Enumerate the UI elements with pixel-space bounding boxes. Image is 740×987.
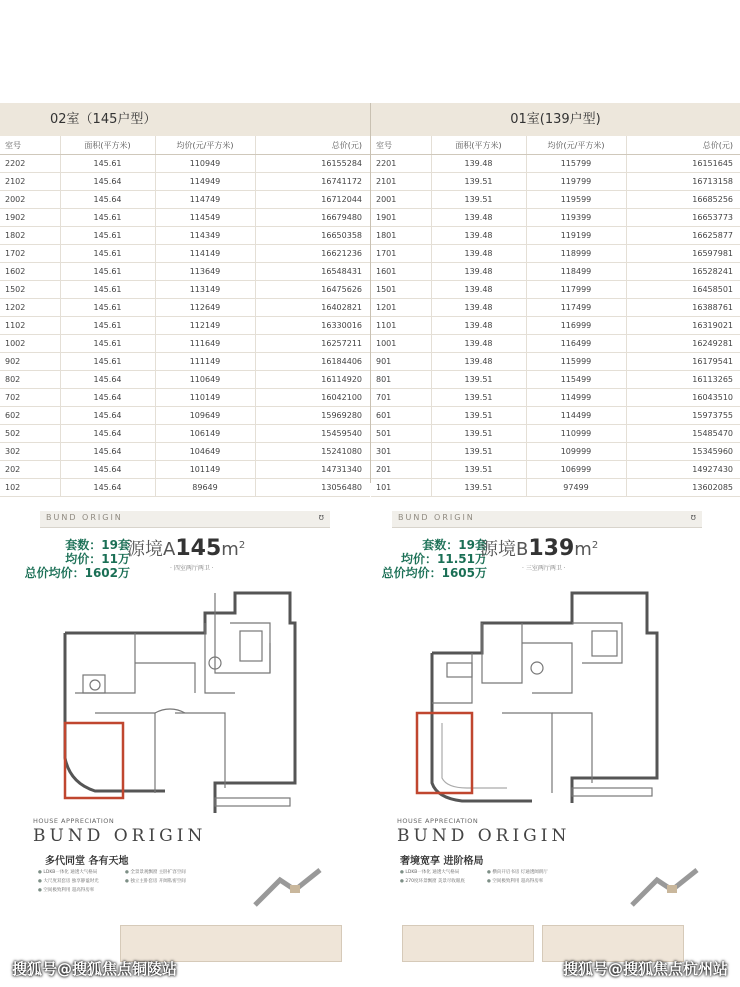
table-cell: 14731340 — [255, 461, 370, 479]
unit-area: 139 — [528, 536, 575, 561]
table-cell: 15973755 — [626, 407, 740, 425]
table-cell: 16113265 — [626, 371, 740, 389]
table-cell: 16528241 — [626, 263, 740, 281]
site-plan-thumbnail — [250, 865, 330, 915]
table-cell: 119399 — [526, 209, 626, 227]
table-cell: 145.61 — [60, 335, 155, 353]
table-cell: 502 — [0, 425, 60, 443]
table-row — [371, 155, 740, 173]
feature-item: ● LDKB一体化 通透大气格局 — [38, 869, 121, 875]
unit-name — [480, 535, 598, 561]
table-title: 01室(139户型) — [371, 103, 740, 136]
table-cell: 201 — [371, 461, 431, 479]
unit-name — [127, 535, 245, 561]
price-tables — [0, 103, 740, 492]
table-row — [0, 299, 370, 317]
table-cell: 202 — [0, 461, 60, 479]
table-row — [0, 245, 370, 263]
table-cell: 109999 — [526, 443, 626, 461]
watermark-left: 搜狐号@搜狐焦点铜陵站 — [12, 960, 178, 978]
table-cell: 1002 — [0, 335, 60, 353]
table-cell: 16741172 — [255, 173, 370, 191]
table-row — [0, 371, 370, 389]
column-header: 均价(元/平方米) — [526, 136, 626, 155]
table-cell: 104649 — [155, 443, 255, 461]
table-cell: 302 — [0, 443, 60, 461]
table-cell: 16713158 — [626, 173, 740, 191]
feature-item: ● 全景景观飘窗 主卧扩容空间 — [125, 869, 208, 875]
table-cell: 15241080 — [255, 443, 370, 461]
column-header: 面积(平方米) — [431, 136, 526, 155]
table-cell: 16179541 — [626, 353, 740, 371]
table-row — [0, 443, 370, 461]
table-cell: 110149 — [155, 389, 255, 407]
slogan: 奢境宽享 进阶格局 — [400, 856, 484, 867]
price-table — [0, 136, 370, 497]
floorplan-card-a — [0, 505, 360, 955]
table-cell: 16712044 — [255, 191, 370, 209]
table-cell: 119199 — [526, 227, 626, 245]
table-cell: 113149 — [155, 281, 255, 299]
price-table — [371, 136, 740, 497]
table-row — [371, 263, 740, 281]
table-cell: 145.64 — [60, 389, 155, 407]
column-header: 总价(元) — [255, 136, 370, 155]
table-row — [371, 461, 740, 479]
table-cell: 1202 — [0, 299, 60, 317]
table-cell: 115799 — [526, 155, 626, 173]
table-cell: 1901 — [371, 209, 431, 227]
table-cell: 139.51 — [431, 479, 526, 497]
table-cell: 16249281 — [626, 335, 740, 353]
table-cell: 1701 — [371, 245, 431, 263]
table-cell: 111649 — [155, 335, 255, 353]
stat-total-avg: 总价均价：1602万 — [24, 566, 130, 580]
table-cell: 115999 — [526, 353, 626, 371]
feature-item: ● 独立主卧套房 开阔私密空间 — [125, 878, 208, 884]
table-cell: 139.51 — [431, 443, 526, 461]
stat-avg-price: 均价：11.51万 — [401, 552, 487, 566]
stat-count: 套数：19套 — [422, 538, 487, 552]
table-cell: 1502 — [0, 281, 60, 299]
table-cell: 2001 — [371, 191, 431, 209]
table-cell: 110999 — [526, 425, 626, 443]
table-row — [0, 173, 370, 191]
table-cell: 145.61 — [60, 353, 155, 371]
building-plan-strip — [542, 925, 684, 962]
brand-mini-logo: BUND ORIGIN — [46, 513, 123, 522]
table-title: 02室（145户型） — [0, 103, 370, 136]
table-cell: 113649 — [155, 263, 255, 281]
table-row — [0, 155, 370, 173]
table-cell: 118999 — [526, 245, 626, 263]
table-row — [371, 173, 740, 191]
table-cell: 16114920 — [255, 371, 370, 389]
table-cell: 602 — [0, 407, 60, 425]
feature-item: ● 大尺度双套房 独享静谧时光 — [38, 878, 121, 884]
table-cell: 114499 — [526, 407, 626, 425]
table-cell: 139.48 — [431, 209, 526, 227]
table-cell: 139.51 — [431, 191, 526, 209]
table-cell: 101 — [371, 479, 431, 497]
table-cell: 145.61 — [60, 281, 155, 299]
unit-subtype: · 四室两厅两卫 · — [170, 565, 214, 572]
table-row — [0, 479, 370, 497]
table-cell: 16402821 — [255, 299, 370, 317]
table-cell: 145.64 — [60, 479, 155, 497]
house-appreciation-label: HOUSE APPRECIATION — [397, 817, 479, 825]
table-cell: 114349 — [155, 227, 255, 245]
feature-item: ● LDKB一体化 通透大气格局 — [400, 869, 483, 875]
table-cell: 15969280 — [255, 407, 370, 425]
slogan: 多代同堂 各有天地 — [45, 856, 129, 867]
table-cell: 145.61 — [60, 317, 155, 335]
unit-name-text: 源境B — [480, 539, 529, 560]
brand-header — [40, 511, 330, 528]
logo-icon: ʊ — [318, 513, 324, 523]
table-cell: 15345960 — [626, 443, 740, 461]
table-cell: 1501 — [371, 281, 431, 299]
table-cell: 139.48 — [431, 353, 526, 371]
table-cell: 114549 — [155, 209, 255, 227]
table-cell: 89649 — [155, 479, 255, 497]
table-cell: 119799 — [526, 173, 626, 191]
table-cell: 501 — [371, 425, 431, 443]
table-row — [0, 209, 370, 227]
table-cell: 139.48 — [431, 335, 526, 353]
table-cell: 101149 — [155, 461, 255, 479]
table-cell: 145.61 — [60, 263, 155, 281]
table-cell: 1101 — [371, 317, 431, 335]
table-header-row — [0, 136, 370, 155]
table-cell: 15485470 — [626, 425, 740, 443]
feature-item: ● 270度环景飘窗 美景尽收眼底 — [400, 878, 483, 884]
column-header: 室号 — [0, 136, 60, 155]
floorplan-b — [412, 583, 672, 813]
table-row — [371, 443, 740, 461]
feature-list — [38, 869, 208, 893]
feature-item: ● 空间极致利用 超高得房率 — [487, 878, 570, 884]
table-header-row — [371, 136, 740, 155]
table-cell: 112149 — [155, 317, 255, 335]
table-cell: 139.48 — [431, 317, 526, 335]
column-header: 面积(平方米) — [60, 136, 155, 155]
table-row — [0, 461, 370, 479]
table-cell: 145.64 — [60, 173, 155, 191]
table-cell: 106149 — [155, 425, 255, 443]
table-row — [371, 389, 740, 407]
area-unit-sup: 2 — [591, 540, 599, 551]
column-header: 总价(元) — [626, 136, 740, 155]
table-cell: 145.61 — [60, 155, 155, 173]
unit-stats — [0, 538, 130, 580]
floorplan-a — [55, 583, 315, 813]
table-row — [0, 281, 370, 299]
table-cell: 16151645 — [626, 155, 740, 173]
table-row — [371, 227, 740, 245]
table-row — [371, 245, 740, 263]
table-cell: 145.64 — [60, 443, 155, 461]
table-cell: 1902 — [0, 209, 60, 227]
table-cell: 145.64 — [60, 371, 155, 389]
table-row — [371, 425, 740, 443]
table-row — [0, 317, 370, 335]
table-row — [0, 407, 370, 425]
table-cell: 16257211 — [255, 335, 370, 353]
table-cell: 117999 — [526, 281, 626, 299]
house-appreciation-label: HOUSE APPRECIATION — [33, 817, 115, 825]
table-cell: 110949 — [155, 155, 255, 173]
table-cell: 16043510 — [626, 389, 740, 407]
table-cell: 2002 — [0, 191, 60, 209]
table-cell: 114749 — [155, 191, 255, 209]
table-row — [0, 353, 370, 371]
table-cell: 902 — [0, 353, 60, 371]
table-cell: 1001 — [371, 335, 431, 353]
table-cell: 139.48 — [431, 227, 526, 245]
table-cell: 301 — [371, 443, 431, 461]
table-cell: 2102 — [0, 173, 60, 191]
table-cell: 16597981 — [626, 245, 740, 263]
unit-area: 145 — [175, 536, 222, 561]
feature-item: ● 空间极致利用 超高得房率 — [38, 887, 121, 893]
table-cell: 111149 — [155, 353, 255, 371]
table-cell: 2101 — [371, 173, 431, 191]
table-cell: 16650358 — [255, 227, 370, 245]
table-row — [0, 425, 370, 443]
logo-icon: ʊ — [690, 513, 696, 523]
stat-avg-price: 均价：11万 — [65, 552, 130, 566]
table-cell: 1102 — [0, 317, 60, 335]
brand-header — [392, 511, 702, 528]
table-cell: 13602085 — [626, 479, 740, 497]
stat-count: 套数：19套 — [65, 538, 130, 552]
table-cell: 139.51 — [431, 461, 526, 479]
unit-name-text: 源境A — [127, 539, 176, 560]
table-cell: 116499 — [526, 335, 626, 353]
column-header: 室号 — [371, 136, 431, 155]
table-cell: 110649 — [155, 371, 255, 389]
table-cell: 2201 — [371, 155, 431, 173]
table-cell: 16319021 — [626, 317, 740, 335]
table-cell: 145.61 — [60, 227, 155, 245]
table-cell: 16625877 — [626, 227, 740, 245]
table-cell: 16388761 — [626, 299, 740, 317]
table-cell: 901 — [371, 353, 431, 371]
bund-origin-title: BUND ORIGIN — [397, 826, 571, 846]
table-cell: 2202 — [0, 155, 60, 173]
price-table-01 — [370, 103, 740, 492]
table-cell: 16679480 — [255, 209, 370, 227]
table-row — [371, 281, 740, 299]
table-row — [371, 479, 740, 497]
table-cell: 139.51 — [431, 371, 526, 389]
site-plan-thumbnail — [627, 865, 707, 915]
bund-origin-title: BUND ORIGIN — [33, 826, 207, 846]
table-cell: 145.64 — [60, 407, 155, 425]
table-cell: 114999 — [526, 389, 626, 407]
table-row — [0, 389, 370, 407]
brand-mini-logo: BUND ORIGIN — [398, 513, 475, 522]
table-cell: 16653773 — [626, 209, 740, 227]
table-cell: 16685256 — [626, 191, 740, 209]
table-cell: 145.61 — [60, 209, 155, 227]
table-cell: 601 — [371, 407, 431, 425]
unit-subtype: · 三室两厅两卫 · — [522, 565, 566, 572]
table-row — [371, 299, 740, 317]
table-cell: 102 — [0, 479, 60, 497]
table-cell: 1702 — [0, 245, 60, 263]
table-cell: 139.48 — [431, 299, 526, 317]
table-cell: 702 — [0, 389, 60, 407]
table-cell: 114149 — [155, 245, 255, 263]
table-cell: 97499 — [526, 479, 626, 497]
table-row — [371, 317, 740, 335]
table-cell: 1802 — [0, 227, 60, 245]
table-cell: 16330016 — [255, 317, 370, 335]
table-cell: 1201 — [371, 299, 431, 317]
table-cell: 109649 — [155, 407, 255, 425]
feature-item: ● 横向开启书房 灯通透阔朗厅 — [487, 869, 570, 875]
table-cell: 139.51 — [431, 173, 526, 191]
table-row — [371, 335, 740, 353]
table-cell: 16475626 — [255, 281, 370, 299]
area-unit: m — [221, 539, 239, 560]
table-cell: 139.48 — [431, 263, 526, 281]
table-cell: 139.48 — [431, 245, 526, 263]
table-cell: 117499 — [526, 299, 626, 317]
table-cell: 145.61 — [60, 245, 155, 263]
table-row — [371, 353, 740, 371]
table-cell: 119599 — [526, 191, 626, 209]
table-cell: 118499 — [526, 263, 626, 281]
feature-list — [400, 869, 570, 884]
building-plan-strip — [120, 925, 342, 962]
table-cell: 139.48 — [431, 281, 526, 299]
table-cell: 16184406 — [255, 353, 370, 371]
table-cell: 114949 — [155, 173, 255, 191]
building-plan-strip — [402, 925, 534, 962]
table-cell: 16155284 — [255, 155, 370, 173]
table-cell: 145.61 — [60, 299, 155, 317]
table-cell: 1602 — [0, 263, 60, 281]
table-cell: 145.64 — [60, 191, 155, 209]
stat-total-avg: 总价均价：1605万 — [381, 566, 487, 580]
table-cell: 16548431 — [255, 263, 370, 281]
table-cell: 801 — [371, 371, 431, 389]
table-cell: 145.64 — [60, 425, 155, 443]
table-row — [0, 191, 370, 209]
table-cell: 115499 — [526, 371, 626, 389]
column-header: 均价(元/平方米) — [155, 136, 255, 155]
unit-stats — [357, 538, 487, 580]
area-unit-sup: 2 — [238, 540, 246, 551]
table-cell: 116999 — [526, 317, 626, 335]
table-cell: 701 — [371, 389, 431, 407]
price-table-02 — [0, 103, 370, 492]
table-cell: 15459540 — [255, 425, 370, 443]
watermark-right: 搜狐号@搜狐焦点杭州站 — [563, 960, 729, 978]
table-cell: 106999 — [526, 461, 626, 479]
table-cell: 16621236 — [255, 245, 370, 263]
table-cell: 139.51 — [431, 407, 526, 425]
table-row — [371, 191, 740, 209]
table-cell: 139.48 — [431, 155, 526, 173]
table-cell: 145.64 — [60, 461, 155, 479]
table-row — [0, 263, 370, 281]
table-cell: 14927430 — [626, 461, 740, 479]
table-cell: 16458501 — [626, 281, 740, 299]
table-row — [371, 209, 740, 227]
table-row — [0, 227, 370, 245]
table-row — [371, 407, 740, 425]
area-unit: m — [574, 539, 592, 560]
highlight-box — [65, 723, 123, 798]
table-cell: 139.51 — [431, 389, 526, 407]
floorplan-card-b — [372, 505, 732, 955]
table-cell: 802 — [0, 371, 60, 389]
table-row — [371, 371, 740, 389]
table-cell: 16042100 — [255, 389, 370, 407]
table-cell: 139.51 — [431, 425, 526, 443]
table-cell: 1601 — [371, 263, 431, 281]
table-cell: 13056480 — [255, 479, 370, 497]
table-cell: 112649 — [155, 299, 255, 317]
table-row — [0, 335, 370, 353]
table-cell: 1801 — [371, 227, 431, 245]
